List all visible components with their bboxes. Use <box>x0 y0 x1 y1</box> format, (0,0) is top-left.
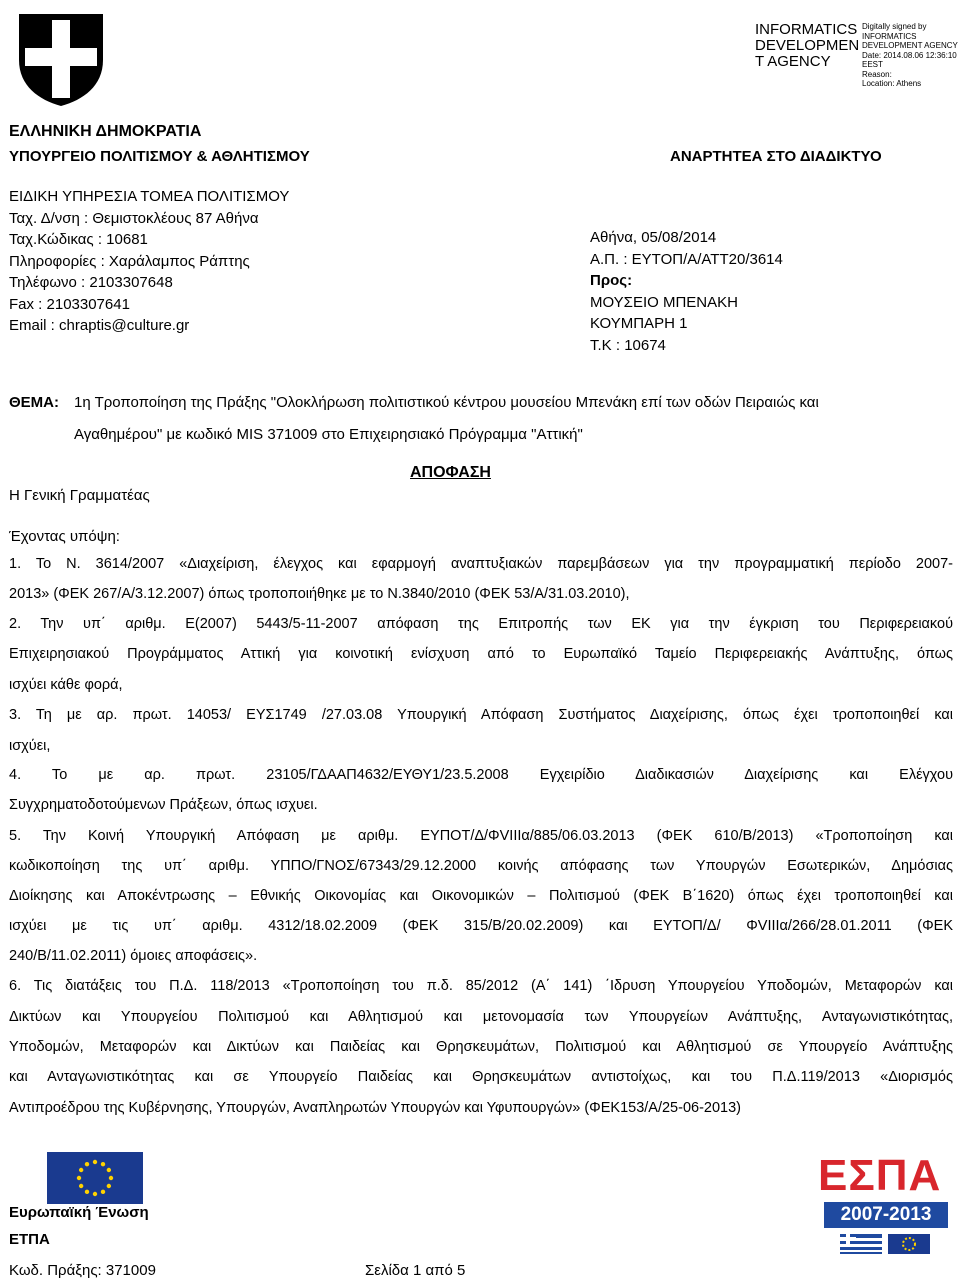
eu-label: Ευρωπαϊκή Ένωση <box>9 1204 149 1221</box>
eu-flag-icon <box>47 1152 143 1204</box>
sender-line: ΕΙΔΙΚΗ ΥΠΗΡΕΣΙΑ ΤΟΜΕΑ ΠΟΛΙΤΙΣΜΟΥ <box>9 188 290 205</box>
sender-line: Ταχ. Δ/νση : Θεμιστοκλέους 87 Αθήνα <box>9 209 259 227</box>
recipient-address: ΚΟΥΜΠΑΡΗ 1 <box>590 315 688 332</box>
signature-name: INFORMATICS DEVELOPMEN T AGENCY <box>755 21 860 70</box>
decision-title: ΑΠΟΦΑΣΗ <box>410 464 491 481</box>
eu-star-icon <box>85 1190 89 1194</box>
signature-line: Date: 2014.08.06 12:36:10 <box>862 50 957 60</box>
eu-star-icon <box>79 1184 83 1188</box>
recipient-postcode: Τ.Κ : 10674 <box>590 336 666 354</box>
item-5-line: 240/Β/11.02.2011) όμοιες αποφάσεις». <box>9 948 258 964</box>
etpa-label: ΕΤΠΑ <box>9 1231 50 1248</box>
document-date: Αθήνα, 05/08/2014 <box>590 229 717 246</box>
eu-star-icon <box>109 1176 113 1180</box>
eu-star-icon <box>79 1168 83 1172</box>
signature-line: Digitally signed by <box>862 22 927 31</box>
sender-line: Fax : 2103307641 <box>9 295 130 313</box>
eu-star-icon <box>93 1192 97 1196</box>
item-1-line: 1. Το Ν. 3614/2007 «Διαχείριση, έλεγχος και εφαρμογή αναπτυξιακών παρεμβάσεων για την προγραμματική περίοδο 2007- <box>9 556 953 572</box>
signatory-title: Η Γενική Γραμματέας <box>9 487 150 504</box>
item-4-line: 4. Το με αρ. πρωτ. 23105/ΓΔΑΑΠ4632/ΕΥΘΥ1/23.5.2008 Εγχειρίδιο Διαδικασιών Διαχείρισης και Ελέγχου <box>9 767 953 783</box>
item-5-line: Διοίκησης και Αποκέντρωσης – Εθνικής Οικονομίας και Οικονομικών – Πολιτισμού (ΦΕΚ Β΄1620) όπως έχει τροποποιηθεί και <box>9 888 953 904</box>
espa-title: ΕΣΠΑ <box>818 1151 942 1200</box>
item-3-line: ισχύει, <box>9 738 51 754</box>
subject-label: ΘΕΜΑ: <box>9 394 59 411</box>
sender-line: Email : chraptis@culture.gr <box>9 317 190 334</box>
recipient-block <box>590 227 783 356</box>
signature-line: EEST <box>862 60 883 69</box>
item-6-line: Δικτύων και Υπουργείου Πολιτισμού και Αθλητισμού και μετονομασία των Υπουργείων Ανάπτυξης, Ανταγωνιστικότητας, <box>9 1009 953 1025</box>
espa-logo <box>818 1152 953 1258</box>
eu-star-icon <box>77 1176 81 1180</box>
publish-notice: ΑΝΑΡΤΗΤΕΑ ΣΤΟ ΔΙΑΔΙΚΤΥΟ <box>670 148 882 165</box>
item-6-line: και Ανταγωνιστικότητας και σε Υπουργείο Παιδείας και Θρησκευμάτων αντιστοίχως, και του Π.Δ.119/2013 «Διορισμός <box>9 1069 953 1085</box>
page-number: Σελίδα 1 από 5 <box>365 1262 466 1279</box>
to-label: Προς: <box>590 272 633 289</box>
item-2-line: ισχύει κάθε φορά, <box>9 677 123 693</box>
espa-flags-icon <box>840 1234 930 1254</box>
signature-line: Reason: <box>862 69 892 79</box>
item-6-line: Υποδομών, Μεταφορών και Δικτύων και Παιδείας και Θρησκευμάτων, Πολιτισμού και Αθλητισμού σε Υπουργείο Ανάπτυξης <box>9 1039 953 1055</box>
subject-line: Αγαθημέρου" με κωδικό MIS 371009 στο Επιχειρησιακό Πρόγραμμα "Αττική" <box>74 426 583 443</box>
eu-star-icon <box>107 1184 111 1188</box>
item-5-line: κωδικοποίηση της υπ΄ αριθμ. ΥΠΠΟ/ΓΝΟΣ/67343/29.12.2000 κοινής απόφασης των Υπουργών Εσωτερικών, Δημόσιας <box>9 858 953 874</box>
item-3-line: 3. Τη με αρ. πρωτ. 14053/ ΕΥΣ1749 /27.03.08 Υπουργική Απόφαση Συστήματος Διαχείρισης, όπως έχει τροποποιηθεί και <box>9 707 953 723</box>
greek-emblem-icon <box>13 8 109 108</box>
item-6-line: Αντιπροέδρου της Κυβέρνησης, Υπουργών, Αναπληρωτών Υπουργών και Υφυπουργών» (ΦΕΚ153/Α/25-06-2013) <box>9 1100 741 1116</box>
sender-line: Τηλέφωνο : 2103307648 <box>9 274 173 291</box>
eu-star-icon <box>93 1160 97 1164</box>
item-4-line: Συγχρηματοδοτούμενων Πράξεων, όπως ισχυει. <box>9 797 318 813</box>
sender-line: Ταχ.Κώδικας : 10681 <box>9 231 148 248</box>
sender-line: Πληροφορίες : Χαράλαμπος Ράπτης <box>9 252 250 270</box>
protocol-number: Α.Π. : ΕΥΤΟΠ/Α/ΑΤΤ20/3614 <box>590 250 783 268</box>
considering-heading: Έχοντας υπόψη: <box>9 528 120 545</box>
project-code: Κωδ. Πράξης: 371009 <box>9 1262 156 1279</box>
item-5-line: ισχύει με τις υπ΄ αριθμ. 4312/18.02.2009 (ΦΕΚ 315/Β/20.02.2009) και ΕΥΤΟΠ/Δ/ ΦVIIIα/266/28.01.2011 (ΦΕΚ <box>9 918 953 934</box>
eu-star-icon <box>101 1162 105 1166</box>
signature-line: DEVELOPMENT AGENCY <box>862 41 958 50</box>
eu-star-icon <box>85 1162 89 1166</box>
signature-line: INFORMATICS <box>862 31 917 41</box>
item-2-line: 2. Την υπ΄ αριθμ. Ε(2007) 5443/5-11-2007 απόφαση της Επιτροπής των ΕΚ για την έγκριση του Περιφερειακού <box>9 616 953 632</box>
republic-heading: ΕΛΛΗΝΙΚΗ ΔΗΜΟΚΡΑΤΙΑ <box>9 123 202 140</box>
espa-years: 2007-2013 <box>824 1202 948 1228</box>
item-6-line: 6. Τις διατάξεις του Π.Δ. 118/2013 «Τροποποίηση του π.δ. 85/2012 (Α΄ 141) ΄Ιδρυση Υπουργείου Υποδομών, Μεταφορών και <box>9 978 953 994</box>
subject-line: 1η Τροποποίηση της Πράξης "Ολοκλήρωση πολιτιστικού κέντρου μουσείου Μπενάκη επί των οδών Πειραιώς και <box>74 394 819 411</box>
sender-block <box>9 186 289 337</box>
eu-star-icon <box>107 1168 111 1172</box>
signature-line: Location: Athens <box>862 79 922 88</box>
item-2-line: Επιχειρησιακού Προγράμματος Αττική για κοινοτική ενίσχυση από το Ευρωπαϊκό Ταμείο Περιφερειακής Ανάπτυξης, όπως <box>9 646 953 662</box>
recipient-name: ΜΟΥΣΕΙΟ ΜΠΕΝΑΚΗ <box>590 293 738 311</box>
item-1-line: 2013» (ΦΕΚ 267/Α/3.12.2007) όπως τροποποιήθηκε με το Ν.3840/2010 (ΦΕΚ 53/Α/31.03.2010), <box>9 586 630 602</box>
signature-details <box>862 22 960 89</box>
item-5-line: 5. Την Κοινή Υπουργική Απόφαση με αριθμ. ΕΥΠΟΤ/Δ/ΦVIIIα/885/06.03.2013 (ΦΕΚ 610/Β/2013) «Τροποποίηση και <box>9 828 953 844</box>
eu-star-icon <box>101 1190 105 1194</box>
ministry-heading: ΥΠΟΥΡΓΕΙΟ ΠΟΛΙΤΙΣΜΟΥ & ΑΘΛΗΤΙΣΜΟΥ <box>9 148 310 165</box>
